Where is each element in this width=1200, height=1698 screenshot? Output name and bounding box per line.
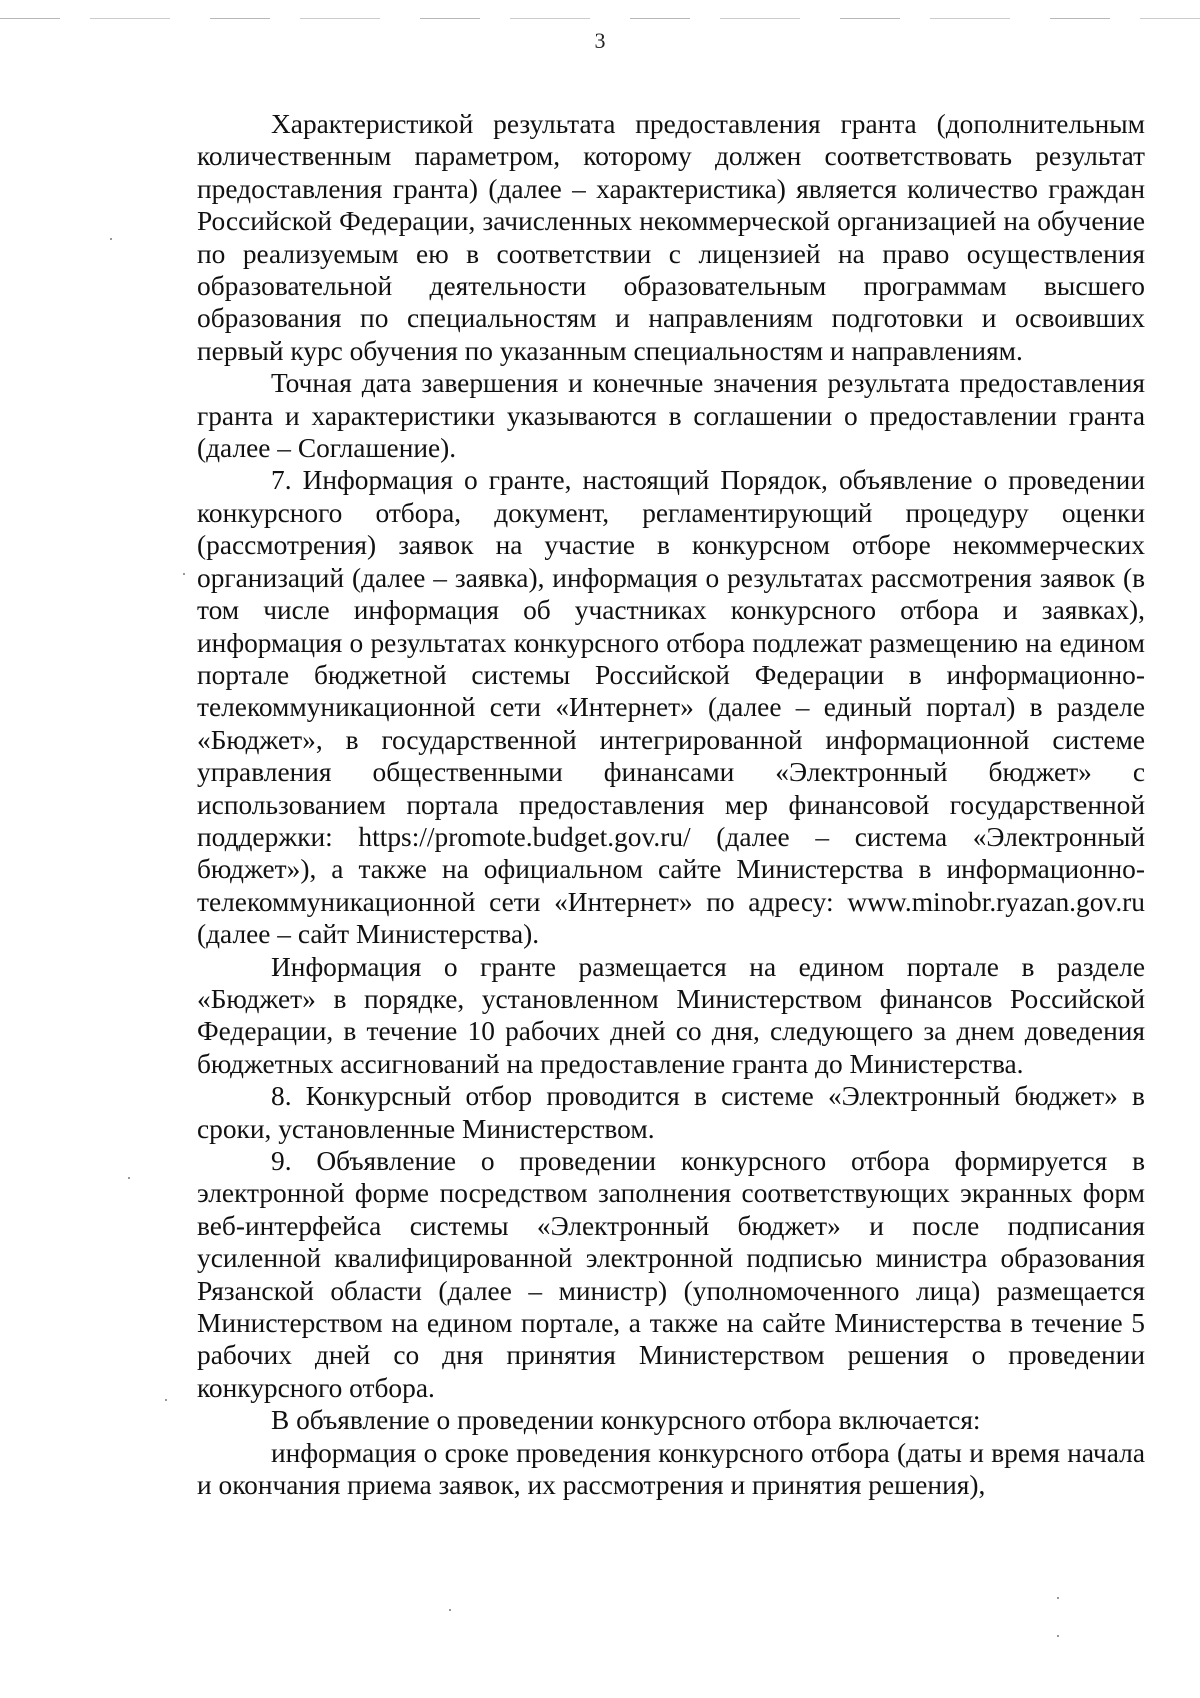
paragraph-announcement-includes: В объявление о проведении конкурсного отбора включается: xyxy=(271,1405,981,1436)
document-body xyxy=(197,108,1145,1501)
scan-speck xyxy=(1057,1635,1059,1637)
scan-speck xyxy=(128,1177,130,1179)
page-number: 3 xyxy=(594,28,606,53)
paragraph-item-9: 9. Объявление о проведении конкурсного отбора формируется в электронной форме посредством заполнения соответствующих экранных форм веб-интерфейса системы «Электронный бюджет» и после подписания усиленной квалифицированной электронной подписью министра образования Рязанской области (далее – министр) (уполномоченного лица) размещается Министерством на едином портале, а также на сайте Министерства в течение 5 рабочих дней со дня принятия Министерством решения о проведении конкурсного отбора. xyxy=(197,1146,1145,1403)
paragraph-grant-info: Информация о гранте размещается на едином портале в разделе «Бюджет» в порядке, установленном Министерством финансов Российской Федерации, в течение 10 рабочих дней со дня, следующего за днем доведения бюджетных ассигнований на предоставление гранта до Министерства. xyxy=(197,951,1145,1079)
scan-speck xyxy=(110,238,112,240)
scan-speck xyxy=(449,1609,451,1611)
paragraph-item-8: 8. Конкурсный отбор проводится в системе «Электронный бюджет» в сроки, установленные Министерством. xyxy=(197,1081,1145,1144)
scan-speck xyxy=(183,573,185,575)
paragraph-exact-date: Точная дата завершения и конечные значения результата предоставления гранта и характеристики указываются в соглашении о предоставлении гранта (далее – Соглашение). xyxy=(197,368,1145,464)
paragraph-item-7: 7. Информация о гранте, настоящий Порядок, объявление о проведении конкурсного отбора, документ, регламентирующий процедуру оценки (рассмотрения) заявок на участие в конкурсном отборе некоммерческих организаций (далее – заявка), информация о результатах рассмотрения заявок (в том числе информация об участниках конкурсного отбора и заявках), информация о результатах конкурсного отбора подлежат размещению на едином портале бюджетной системы Российской Федерации в информационно-телекоммуникационной сети «Интернет» (далее – единый портал) в разделе «Бюджет», в государственной интегрированной информационной системе управления общественными финансами «Электронный бюджет» с использованием портала предоставления мер финансовой государственной поддержки: https://promote.budget.gov.ru/ (далее – система «Электронный бюджет»), а также на официальном сайте Министерства в информационно-телекоммуникационной сети «Интернет» по адресу: www.minobr.ryazan.gov.ru (далее – сайт Министерства). xyxy=(197,465,1145,950)
scan-speck xyxy=(1057,1597,1059,1599)
paragraph-deadline-info: информация о сроке проведения конкурсного отбора (даты и время начала и окончания приема заявок, их рассмотрения и принятия решения), xyxy=(197,1437,1145,1501)
paragraph-characteristic: Характеристикой результата предоставления гранта (дополнительным количественным параметром, которому должен соответствовать результат предоставления гранта) (далее – характеристика) является количество граждан Российской Федерации, зачисленных некоммерческой организацией на обучение по реализуемым ею в соответствии с лицензией на право осуществления образовательной деятельности образовательным программам высшего образования по специальностям и направлениям подготовки и освоивших первый курс обучения по указанным специальностям и направлениям. xyxy=(197,109,1145,366)
scan-edge-artifact xyxy=(0,18,1200,19)
scan-speck xyxy=(165,1399,167,1401)
